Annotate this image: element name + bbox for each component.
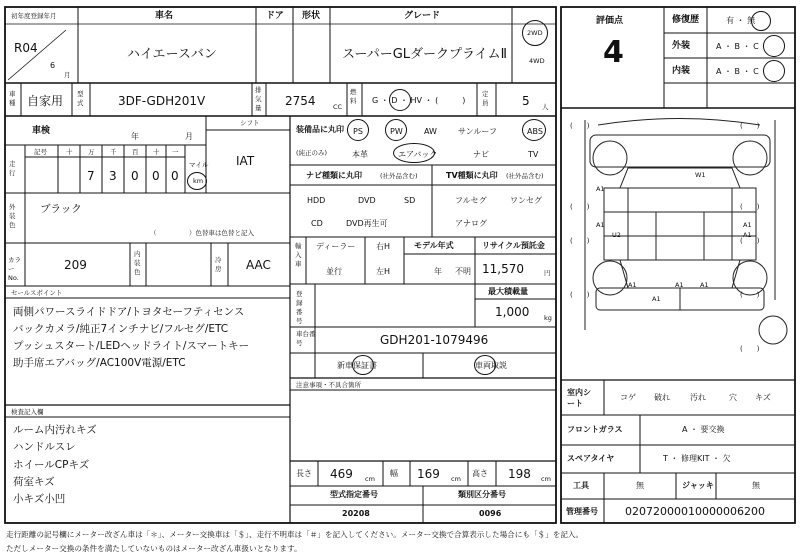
equipment-label: 装備品に丸印 <box>296 125 344 134</box>
mileage-label: 走行 <box>9 160 16 177</box>
shape-label: 形状 <box>302 11 321 21</box>
repair-none-circle <box>751 11 771 31</box>
svg-text:( ): ( ) <box>570 122 590 130</box>
svg-text:( ): ( ) <box>570 237 590 245</box>
km-circle <box>187 172 207 190</box>
drive-2wd: 2WD <box>527 29 543 37</box>
diagram-mark-8: A1 <box>700 281 709 289</box>
diagram-mark-7: A1 <box>675 281 684 289</box>
recycle-label: リサイクル預託金 <box>482 241 545 250</box>
max-load-value: 1,000 <box>495 305 530 319</box>
cc-unit: CC <box>333 103 343 111</box>
navi-type-sub: (社外品含む) <box>380 172 418 180</box>
width-label: 幅 <box>390 469 398 478</box>
model-label: 型式 <box>77 90 84 107</box>
equip-aw: AW <box>424 127 437 136</box>
equip-abs: ABS <box>527 127 543 136</box>
equip-ps: PS <box>353 127 363 136</box>
seat-label: 室内シート <box>567 388 591 408</box>
warranty-label: 新車保証書 <box>337 361 377 370</box>
svg-text:( ): ( ) <box>740 345 760 353</box>
displacement-label: 排気量 <box>255 86 262 112</box>
capacity-label: 定員 <box>482 90 489 107</box>
drive-4wd: 4WD <box>529 57 545 65</box>
unit-sen: 千 <box>110 148 117 156</box>
length-value: 469 <box>330 467 353 481</box>
jack-value: 無 <box>752 481 760 490</box>
equip-airbag-circle <box>393 143 438 163</box>
car-name: ハイエースバン <box>127 47 217 62</box>
interior-color-label: 内装色 <box>134 250 141 276</box>
seat-burn: コゲ <box>620 393 636 402</box>
inspector-label: 検査記入欄 <box>11 408 44 416</box>
svg-text:( ): ( ) <box>570 203 590 211</box>
unit-ichi: 一 <box>172 148 179 156</box>
seat-tear: 破れ <box>654 393 670 402</box>
exterior-options: A ・ B ・ C <box>716 42 759 51</box>
height-cm: cm <box>541 475 551 483</box>
fuel-options: G ・ D ・ HV ・ ( ) <box>372 96 466 105</box>
equip-tv: TV <box>528 150 539 159</box>
mgmt-value: 02072000010000006200 <box>625 505 765 518</box>
type-no-label: 型式指定番号 <box>330 490 378 499</box>
inspection-month: 月 <box>185 132 193 141</box>
mile-label: マイル <box>189 161 209 169</box>
warranty-circle <box>352 355 374 375</box>
tools-label: 工具 <box>573 481 589 490</box>
diagram-mark-9: A1 <box>652 295 661 303</box>
chassis-value: GDH201-1079496 <box>380 333 489 347</box>
diagram-note-top: W1 <box>695 171 706 179</box>
seat-scratch: キズ <box>755 393 771 402</box>
usage-value: 自家用 <box>27 94 64 108</box>
color-code-label: カラーNo. <box>8 256 21 282</box>
repair-label: 修復歴 <box>672 15 700 25</box>
class-no-value: 0096 <box>479 509 502 518</box>
height-value: 198 <box>508 467 531 481</box>
recycle-value: 11,570 <box>482 262 524 276</box>
svg-text:( ): ( ) <box>740 203 760 211</box>
chassis-label: 車台番号 <box>296 330 316 347</box>
diagram-mark-3: U2 <box>612 231 621 239</box>
km-label: km <box>193 177 204 185</box>
fuel-diesel-circle <box>389 89 411 111</box>
sales-point-2: バックカメラ/純正7インチナビ/フルセグ/ETC <box>13 323 229 335</box>
inspector-note-4: 荷室キズ <box>13 476 55 488</box>
sales-point-4: 助手席エアバッグ/AC100V電源/ETC <box>13 357 186 369</box>
unit-man: 万 <box>88 148 95 156</box>
car-name-label: 車名 <box>155 11 174 21</box>
seat-hole: 穴 <box>729 393 737 402</box>
equip-pw-circle <box>385 119 407 141</box>
first-reg-label: 初年度登録年月 <box>11 12 57 20</box>
jack-label: ジャッキ <box>682 481 714 490</box>
svg-text:( ): ( ) <box>740 291 760 299</box>
model-year-unit: 年 <box>434 267 442 276</box>
capacity-unit: 人 <box>542 103 549 111</box>
max-load-kg: kg <box>544 314 552 322</box>
equip-pw: PW <box>390 127 403 136</box>
import-label: 輸入車 <box>295 242 302 268</box>
svg-text:( ): ( ) <box>740 237 760 245</box>
digit-1: 7 <box>87 169 95 183</box>
score-value: 4 <box>603 35 624 70</box>
interior-options: A ・ B ・ C <box>716 67 759 76</box>
color-code: 209 <box>64 258 87 272</box>
interior-c-circle <box>763 60 785 82</box>
navi-sd: SD <box>404 196 416 205</box>
digit-3: 0 <box>131 169 139 183</box>
registration-label: 登録番号 <box>296 290 303 325</box>
import-right-h: 右H <box>376 242 391 251</box>
fuel-label: 燃料 <box>350 88 357 105</box>
spare-options: T ・ 修理KIT ・ 欠 <box>663 454 731 463</box>
digit-2: 3 <box>109 169 117 183</box>
manual-circle <box>474 355 496 375</box>
unit-hyaku: 百 <box>132 148 139 156</box>
inspector-note-3: ホイールCPキズ <box>13 459 90 471</box>
tv-fullseg: フルセグ <box>455 196 487 205</box>
ac-label: 冷房 <box>215 256 222 273</box>
digit-4: 0 <box>152 169 160 183</box>
mgmt-label: 管理番号 <box>566 507 598 516</box>
equip-sunroof: サンルーフ <box>458 127 497 136</box>
diagram-mark-6: A1 <box>628 281 637 289</box>
score-label: 評価点 <box>596 16 624 26</box>
shift-value: IAT <box>236 154 255 168</box>
capacity-value: 5 <box>522 94 530 108</box>
symbol-label: 記号 <box>34 148 47 156</box>
inspection-label: 車検 <box>32 126 51 136</box>
tv-type-sub: (社外品含む) <box>506 172 544 180</box>
svg-text:( ): ( ) <box>740 122 760 130</box>
inspection-year: 年 <box>131 132 139 141</box>
drive-2wd-circle <box>522 20 548 46</box>
grade-value: スーパーGLダークプライムⅡ <box>342 47 508 62</box>
unit-ju: 十 <box>153 148 160 156</box>
svg-text:( ): ( ) <box>570 291 590 299</box>
diagram-mark-1: A1 <box>596 185 605 193</box>
import-left-h: 左H <box>376 267 391 276</box>
month-value: 6 <box>50 61 56 70</box>
footer-line-1: 走行距離の記号欄にメーター改ざん車は「＊」、メーター交換車は「＄」、走行不明車は「＃」を記入してください。メーター交換で合算表示した場合にも「＄」を記入。 <box>6 530 584 539</box>
inspector-note-5: 小キズ小凹 <box>13 493 66 505</box>
exterior-c-circle <box>763 35 785 57</box>
max-load-label: 最大積載量 <box>488 287 528 296</box>
door-label: ドア <box>266 11 284 21</box>
equip-leather: 本革 <box>352 150 368 159</box>
navi-type-label: ナビ種類に丸印 <box>306 171 362 180</box>
spare-label: スペアタイヤ <box>567 454 615 463</box>
era-year: R04 <box>14 41 38 55</box>
sales-point-1: 両側パワースライドドア/トヨタセーフティセンス <box>13 306 245 318</box>
equip-abs-circle <box>522 119 546 141</box>
navi-hdd: HDD <box>307 196 326 205</box>
height-label: 高さ <box>472 469 488 478</box>
model-year-unknown: 不明 <box>455 267 471 276</box>
width-cm: cm <box>451 475 461 483</box>
interior-label: 内装 <box>672 66 691 76</box>
tv-oneseg: ワンセグ <box>510 196 542 205</box>
model-value: 3DF-GDH201V <box>118 94 206 108</box>
class-no-label: 類別区分番号 <box>458 490 506 499</box>
recycle-yen: 円 <box>544 269 551 277</box>
color-value: ブラック <box>40 203 82 215</box>
equip-ps-circle <box>347 119 369 141</box>
tv-type-label: TV種類に丸印 <box>446 171 498 180</box>
repair-options: 有 ・ 無 <box>726 16 756 25</box>
inspector-note-1: ルーム内汚れキズ <box>13 424 97 436</box>
diagram-mark-2: A1 <box>596 221 605 229</box>
tv-analog: アナログ <box>455 219 487 228</box>
tools-value: 無 <box>636 481 644 490</box>
glass-label: フロントガラス <box>567 425 623 434</box>
glass-options: A ・ 要交換 <box>682 425 725 434</box>
grade-label: グレード <box>404 11 441 21</box>
sales-point-3: プッシュスタート/LEDヘッドライト/スマートキー <box>13 340 250 352</box>
displacement-value: 2754 <box>285 94 316 108</box>
usage-label: 車種 <box>9 90 16 107</box>
equip-navi: ナビ <box>473 150 489 159</box>
equipment-sub: (純正のみ) <box>296 149 328 157</box>
exterior-label: 外装 <box>672 41 691 51</box>
navi-dvd: DVD <box>358 196 376 205</box>
manual-label: 車両取説 <box>475 361 507 370</box>
navi-cd: CD <box>311 219 323 228</box>
width-value: 169 <box>417 467 440 481</box>
month-unit: 月 <box>64 71 71 79</box>
seat-stain: 汚れ <box>690 393 706 402</box>
ac-value: AAC <box>246 258 271 272</box>
color-note: （ ）色替車は色替と記入 <box>150 229 254 237</box>
sales-points-label: セールスポイント <box>11 289 63 297</box>
color-label: 外装色 <box>9 203 16 229</box>
inspector-note-2: ハンドルスレ <box>13 441 76 453</box>
shift-label: シフト <box>240 119 260 127</box>
unit-10man: 十 <box>66 148 73 156</box>
diagram-mark-4: A1 <box>743 221 752 229</box>
navi-dvd-play: DVD再生可 <box>346 219 388 228</box>
footer-line-2: ただしメーター交換の条件を満たしていないものはメーター改ざん車扱いとなります。 <box>6 544 302 553</box>
import-parallel: 並行 <box>326 267 342 276</box>
equip-airbag: エアバック <box>398 150 438 159</box>
digit-5: 0 <box>171 169 179 183</box>
import-dealer: ディーラー <box>316 242 356 251</box>
type-no-value: 20208 <box>342 509 370 518</box>
notes-label: 注意事項・不具合箇所 <box>296 381 361 389</box>
diagram-mark-5: A1 <box>743 231 752 239</box>
model-year-label: モデル年式 <box>414 241 454 250</box>
length-label: 長さ <box>296 469 312 478</box>
length-cm: cm <box>365 475 375 483</box>
